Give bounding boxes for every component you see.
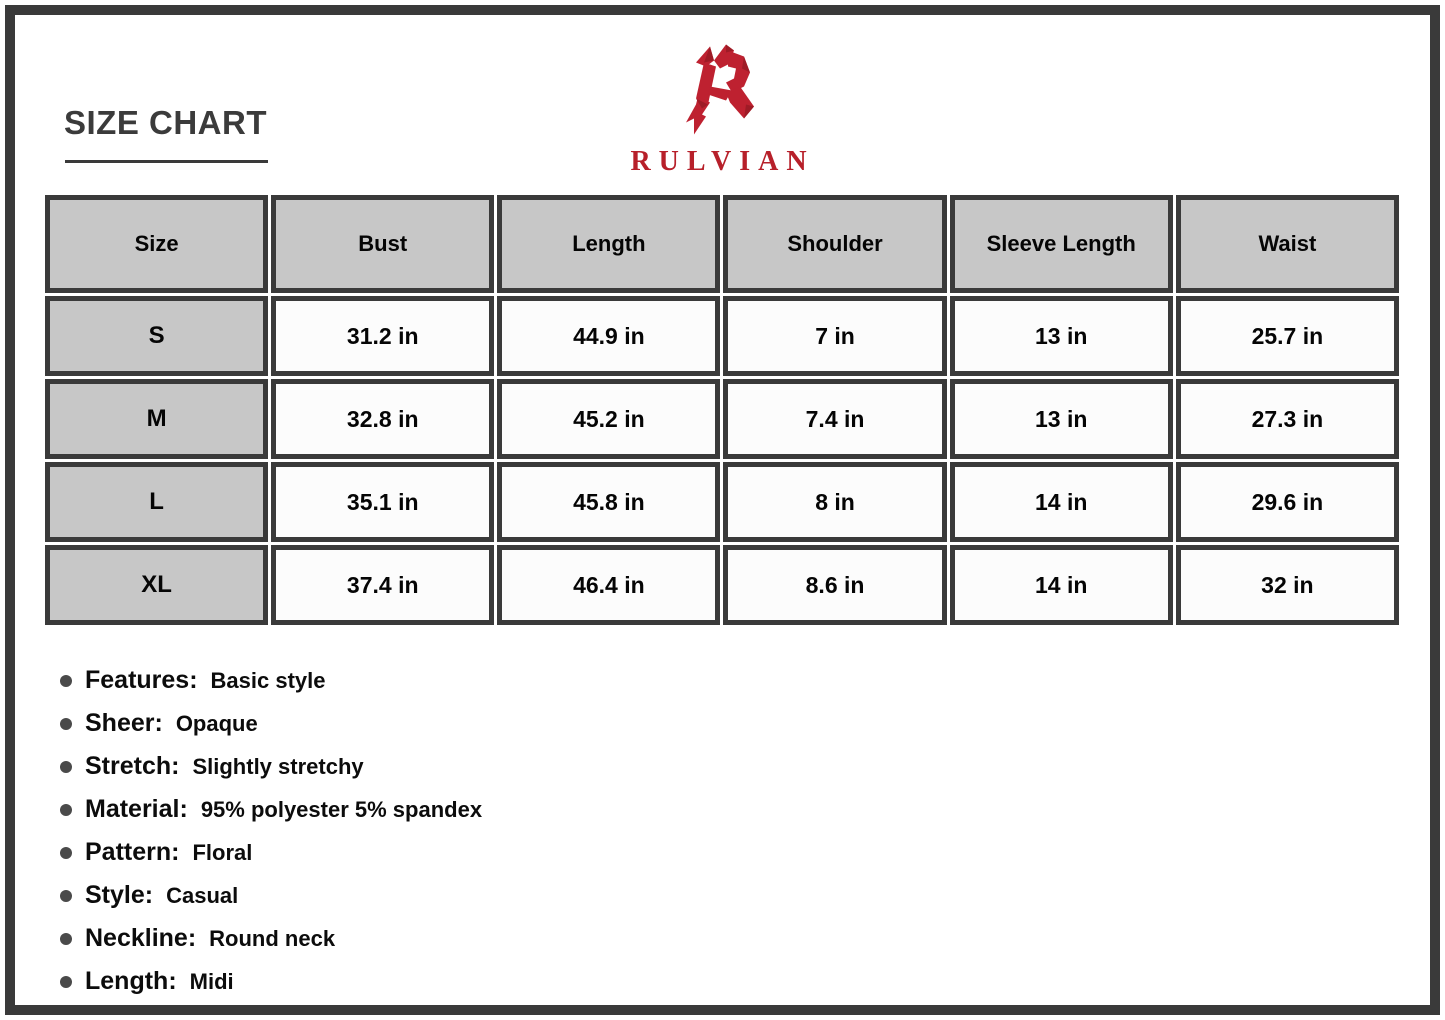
detail-item [60,745,482,788]
column-header-shoulder: Shoulder [723,195,946,293]
detail-value: Midi [189,968,234,994]
detail-value: 95% polyester 5% spandex [200,796,483,822]
detail-item [60,874,482,917]
measurement-cell: 25.7 in [1176,296,1399,376]
measurement-cell: 13 in [950,379,1173,459]
column-header-waist: Waist [1176,195,1399,293]
measurement-cell: 32 in [1176,545,1399,625]
detail-item [60,659,482,702]
measurement-cell: 27.3 in [1176,379,1399,459]
detail-label: Length: [85,967,177,995]
measurement-cell: 14 in [950,462,1173,542]
measurement-cell: 45.8 in [497,462,720,542]
detail-item [60,960,482,1003]
bullet-icon [60,890,72,902]
size-chart-table [42,192,1402,628]
table-row-m [45,379,1399,459]
measurement-cell: 45.2 in [497,379,720,459]
measurement-cell: 32.8 in [271,379,494,459]
table-row-s [45,296,1399,376]
bullet-icon [60,718,72,730]
bullet-icon [60,976,72,988]
detail-label: Sheer: [85,709,163,737]
bullet-icon [60,804,72,816]
detail-label: Features: [85,666,198,694]
detail-label: Material: [85,795,188,823]
detail-label: Style: [85,881,154,909]
size-table-body [45,296,1399,625]
column-header-length: Length [497,195,720,293]
measurement-cell: 31.2 in [271,296,494,376]
detail-value: Round neck [209,925,336,951]
detail-value: Floral [192,839,253,865]
row-header-size: L [45,462,268,542]
detail-label: Stretch: [85,752,180,780]
row-header-size: M [45,379,268,459]
details-list [60,659,482,1003]
bullet-icon [60,933,72,945]
angular-r-logo-icon [674,40,774,140]
table-row-l [45,462,1399,542]
column-header-size: Size [45,195,268,293]
measurement-cell: 37.4 in [271,545,494,625]
measurement-cell: 8.6 in [723,545,946,625]
measurement-cell: 29.6 in [1176,462,1399,542]
table-row-xl [45,545,1399,625]
detail-value: Opaque [175,710,258,736]
size-table-head [45,195,1399,293]
detail-value: Slightly stretchy [192,753,364,779]
measurement-cell: 7 in [723,296,946,376]
bullet-icon [60,847,72,859]
measurement-cell: 13 in [950,296,1173,376]
measurement-cell: 46.4 in [497,545,720,625]
detail-item [60,917,482,960]
measurement-cell: 7.4 in [723,379,946,459]
detail-label: Neckline: [85,924,197,952]
brand-name: RULVIAN [630,146,815,177]
detail-item [60,831,482,874]
measurement-cell: 8 in [723,462,946,542]
row-header-size: S [45,296,268,376]
detail-item [60,788,482,831]
column-header-bust: Bust [271,195,494,293]
bullet-icon [60,761,72,773]
detail-label: Pattern: [85,838,180,866]
measurement-cell: 14 in [950,545,1173,625]
column-header-sleeve-length: Sleeve Length [950,195,1173,293]
detail-value: Basic style [210,667,326,693]
measurement-cell: 35.1 in [271,462,494,542]
detail-value: Casual [166,882,239,908]
row-header-size: XL [45,545,268,625]
page-title: SIZE CHART [64,104,267,141]
size-table-header-row [45,195,1399,293]
detail-item [60,702,482,745]
bullet-icon [60,675,72,687]
measurement-cell: 44.9 in [497,296,720,376]
